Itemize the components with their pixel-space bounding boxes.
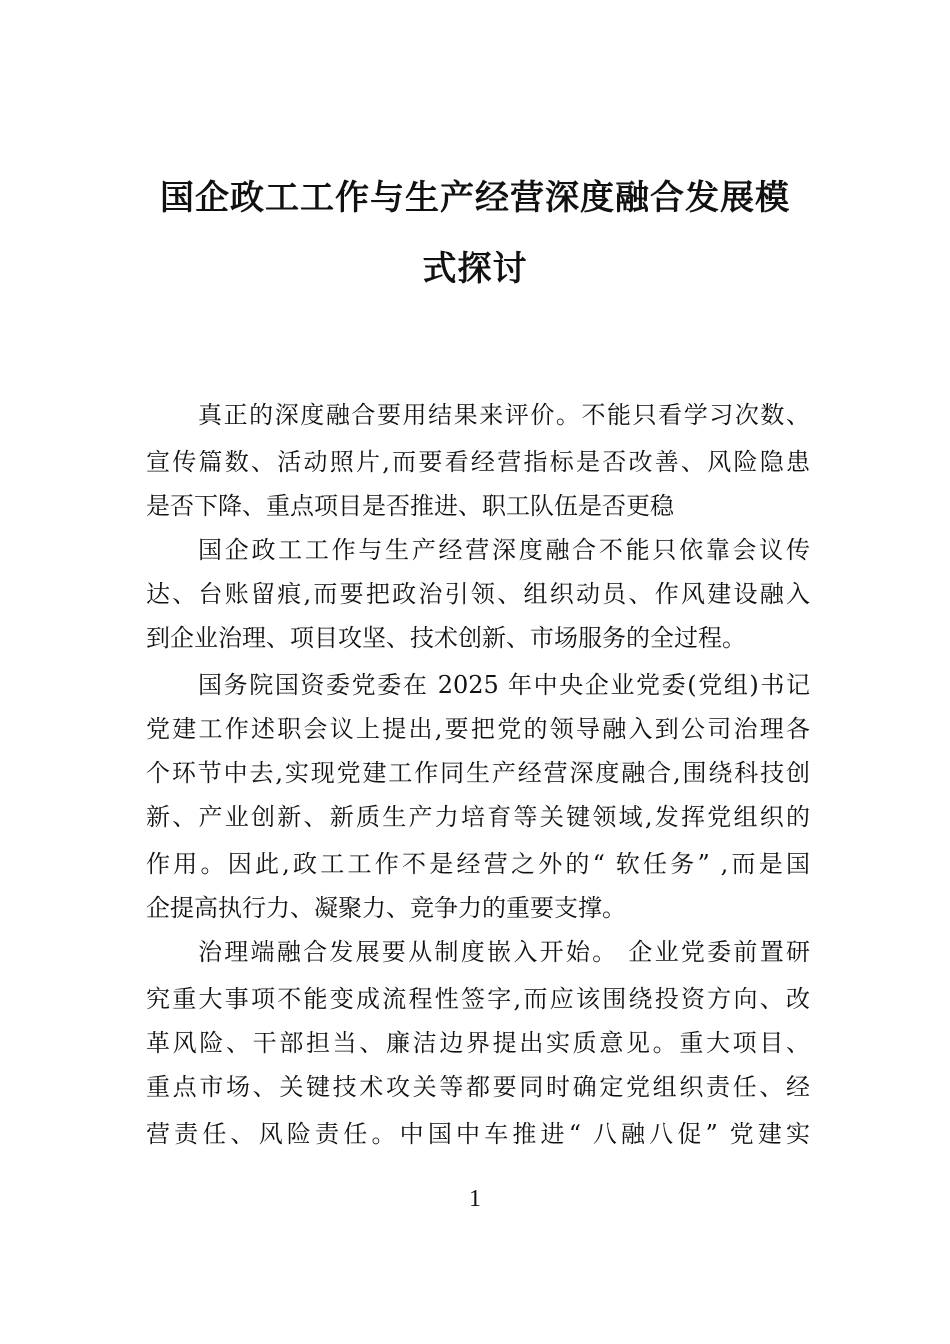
paragraph-1-line-1: 真正的深度融合要用结果来评价。不能只看学习次数、 (198, 401, 810, 429)
document-title-line-2: 式探讨 (422, 249, 528, 289)
paragraph-3-line-6: 企提高执行力、凝聚力、竞争力的重要支撑。 (146, 894, 626, 922)
paragraph-3-line-2: 党建工作述职会议上提出,要把党的领导融入到公司治理各 (146, 715, 810, 743)
paragraph-4-line-4: 重点市场、关键技术攻关等都要同时确定党组织责任、经 (146, 1073, 810, 1101)
paragraph-4-line-1: 治理端融合发展要从制度嵌入开始。 企业党委前置研 (198, 938, 810, 966)
paragraph-4-line-5: 营责任、风险责任。中国中车推进“ 八融八促” 党建实 (146, 1120, 810, 1148)
paragraph-3-line-1: 国务院国资委党委在 2025 年中央企业党委(党组)书记 (198, 671, 810, 699)
page-number: 1 (469, 1186, 481, 1212)
paragraph-2-line-1: 国企政工工作与生产经营深度融合不能只依靠会议传 (198, 536, 810, 564)
paragraph-2-line-2: 达、台账留痕,而要把政治引领、组织动员、作风建设融入 (146, 580, 810, 608)
paragraph-2-line-3: 到企业治理、项目攻坚、技术创新、市场服务的全过程。 (146, 624, 746, 652)
paragraph-1-line-2: 宣传篇数、活动照片,而要看经营指标是否改善、风险隐患 (146, 448, 810, 476)
paragraph-4-line-2: 究重大事项不能变成流程性签字,而应该围绕投资方向、改 (146, 985, 810, 1013)
paragraph-3-line-5: 作用。因此,政工工作不是经营之外的“ 软任务” ,而是国 (146, 850, 810, 878)
paragraph-3-line-3: 个环节中去,实现党建工作同生产经营深度融合,围绕科技创 (146, 759, 810, 787)
document-title-line-1: 国企政工工作与生产经营深度融合发展模 (160, 178, 790, 218)
paragraph-4-line-3: 革风险、干部担当、廉洁边界提出实质意见。重大项目、 (146, 1029, 810, 1057)
paragraph-3-line-4: 新、产业创新、新质生产力培育等关键领域,发挥党组织的 (146, 803, 810, 831)
paragraph-1-line-3: 是否下降、重点项目是否推进、职工队伍是否更稳 (146, 492, 674, 520)
